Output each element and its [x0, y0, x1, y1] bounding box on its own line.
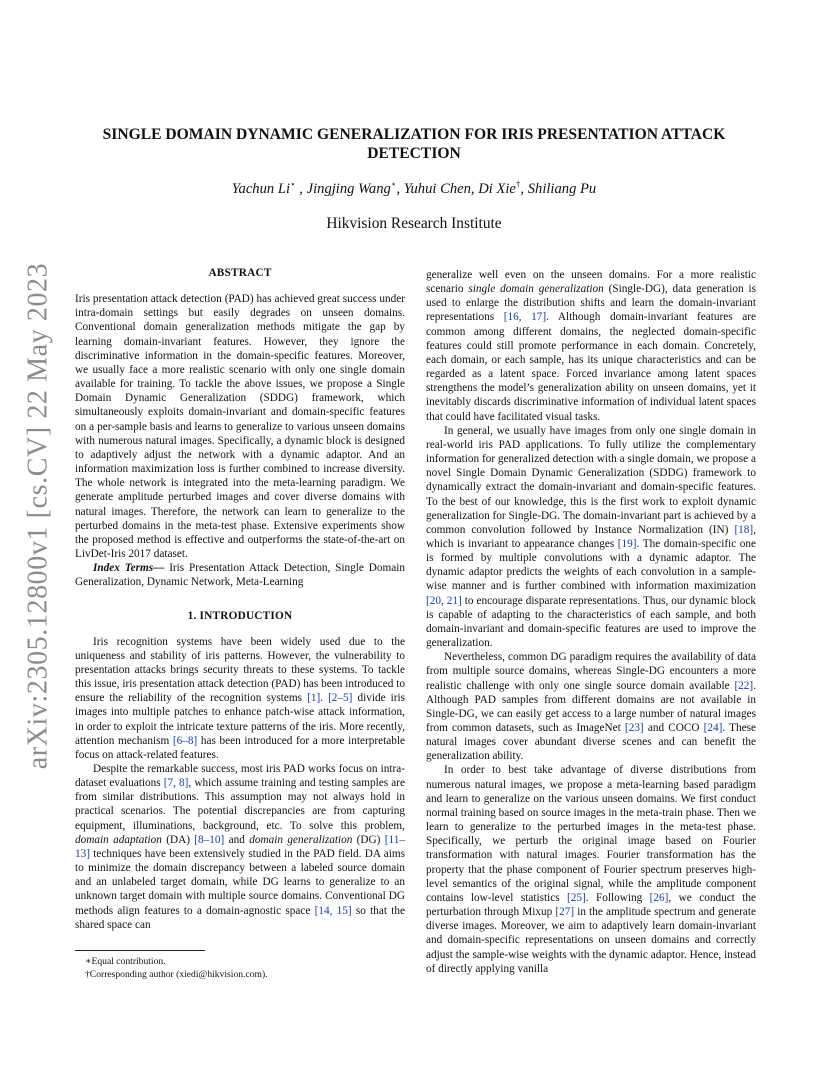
citation-link[interactable]: [26]	[649, 891, 669, 904]
emphasis-text: domain adaptation	[75, 833, 162, 846]
citation-link[interactable]: [18]	[734, 523, 754, 536]
text-run: techniques have been extensively studied in the PAD field. DA aims to minimize the domain discrepancy between a labeled source domain and an unlabeled target domain, while DG learns to generalize to an unknown target domain with multiple source domains. Conventional DG methods align features to a domain-agnostic space	[75, 847, 405, 917]
introduction-left-body	[75, 635, 405, 932]
affiliation: Hikvision Research Institute	[326, 215, 502, 232]
text-run: has been introduced for a more interpretable focus on attack-related features.	[75, 734, 405, 761]
author-mark: ⋆	[290, 179, 296, 189]
text-run: generalize well even on the unseen domains. For a more realistic scenario	[426, 269, 756, 296]
text-run: so that the shared space can	[75, 904, 405, 931]
abstract-text: Iris presentation attack detection (PAD) has achieved great success under intra-domain settings but easily degrades on unseen domains. Conventional domain generalization methods mitigate the gap by learning domain-invariant features. However, they ignore the discriminative information in the domain-specific features. Moreover, we usually face a more realistic scenario with only one single domain available for training. To tackle the above issues, we propose a Single Domain Dynamic Generalization (SDDG) framework, which simultaneously exploits domain-invariant and domain-specific features on a per-sample basis and learns to generalize to various unseen domains with numerous natural images. Specifically, a dynamic block is designed to adaptively adjust the network with a dynamic adaptor. And an information maximization loss is further combined to increase diversity. The whole network is integrated into the meta-learning paradigm. We generate amplitude perturbed images and cover diverse domains with natural images. Therefore, the network can learn to generalize to the perturbed domains in the meta-test phase. Extensive experiments show the proposed method is effective and outperforms the state-of-the-art on LivDet-Iris 2017 dataset.	[75, 293, 405, 560]
text-run: . The domain-specific one is formed by multiple convolutions with a dynamic adaptor. The dynamic adaptor predicts the weights of each convolution in a sample-wise manner and is further combined with information maximization	[426, 537, 756, 593]
text-run: , which assume training and testing samples are from similar distributions. This assumption may not always hold in practical scenarios. The potential discrepancies are from capturing equipment, illuminations, background, etc. To solve this problem,	[75, 777, 405, 832]
arxiv-side-stamp	[18, 262, 58, 770]
index-terms	[75, 561, 405, 589]
text-run: to encourage disparate representations. Thus, our dynamic block is capable of adapting to the characteristics of each sample, and both domain-invariant and domain-specific features are used to improve the generalization.	[426, 594, 756, 650]
text-run: . These natural images cover abundant diverse scenes and can benefit the generalization ability.	[426, 722, 756, 763]
text-run: (DA)	[161, 833, 195, 846]
text-run: .	[320, 692, 329, 705]
citation-link[interactable]: [23]	[624, 722, 644, 734]
text-run: (DG)	[352, 833, 385, 846]
citation-link[interactable]: [20, 21]	[426, 594, 462, 607]
text-run: Despite the remarkable success, most iris PAD works focus on intra-dataset evaluations	[75, 763, 405, 790]
citation-link[interactable]: [16, 17]	[503, 311, 547, 324]
text-run: divide iris images into multiple patches to enhance patch-wise attack information, in order to exploit the intricate texture patterns of the iris. More recently, attention mechanism	[75, 692, 406, 747]
footnote-corresponding-author: †Corresponding author (xiedi@hikvision.com).	[85, 969, 268, 980]
text-run: In order to best take advantage of diverse distributions from numerous natural images, we propose a meta-learning based paradigm and learn to generalize on the various unseen domains. We first conduct normal training based on source images in the meta-train phase. Then we learn to generalize to the perturbed images in the meta-test phase. Specifically, we perturb the original image based on Fourier transformation with natural images. Fourier transformation has the property that the phase component of Fourier spectrum preserves high-level semantics of the original signal, while the amplitude component contains low-level statistics	[426, 764, 756, 904]
citation-link[interactable]: [25]	[567, 891, 586, 904]
citation-link[interactable]: [22]	[734, 679, 754, 692]
author-name: Yuhui Chen	[403, 180, 471, 197]
text-run: , which is invariant to appearance changes	[426, 523, 756, 550]
author-mark: ⋆	[390, 179, 397, 189]
citation-link[interactable]: [24]	[703, 722, 723, 734]
footnote-rule	[75, 950, 205, 951]
citation-link[interactable]: [14, 15]	[314, 904, 352, 917]
emphasis-text: domain generalization	[249, 833, 353, 846]
intro-paragraph	[75, 762, 405, 932]
emphasis-text: single domain generalization	[468, 283, 604, 296]
author-name: Jingjing Wang	[306, 180, 391, 197]
text-run: (Single-DG), data generation is used to enlarge the distribution shifts and learn the domain-invariant representations	[426, 283, 756, 324]
right-column	[426, 268, 756, 976]
text-run: and	[224, 833, 250, 846]
author-name: Di Xie	[478, 180, 516, 197]
citation-link[interactable]: [19]	[617, 537, 637, 550]
abstract-heading: ABSTRACT	[208, 267, 272, 279]
text-run: , we conduct the perturbation through Mixup	[426, 891, 756, 919]
intro-paragraph	[426, 424, 756, 651]
citation-link[interactable]: [1]	[307, 692, 321, 705]
intro-paragraph	[75, 635, 405, 762]
left-column	[75, 266, 405, 932]
text-run: Nevertheless, common DG paradigm requires the availability of data from multiple source domains, whereas Single-DG encounters a more realistic challenge with only one single source domain available	[426, 651, 756, 692]
intro-paragraph	[426, 650, 756, 763]
footnotes	[75, 950, 405, 981]
introduction-right-body	[426, 268, 756, 976]
author-mark: †	[515, 179, 521, 189]
footnote-equal-contribution: ∗Equal contribution.	[85, 956, 166, 967]
citation-link[interactable]: [8–10]	[194, 833, 225, 846]
author-name: Yachun Li	[231, 180, 291, 197]
text-run: . Following	[585, 891, 650, 904]
text-run: . Although PAD samples from different domains are not available in Single-DG, we can easily get access to a large number of natural images from common datasets, such as ImageNet	[426, 679, 756, 734]
text-run: In general, we usually have images from only one single domain in real-world iris PAD applications. To fully utilize the complementary information for generalized detection with a single domain, we propose a novel Single Domain Dynamic Generalization (SDDG) framework to dynamically extract the domain-invariant and domain-specific features. To the best of our knowledge, this is the first work to exploit dynamic generalization for Single-DG. The domain-invariant part is achieved by a common convolution followed by Instance Normalization (IN)	[426, 424, 756, 536]
index-terms-text: Iris Presentation Attack Detection, Single Domain Generalization, Dynamic Network, Meta-Learning	[75, 562, 405, 589]
intro-paragraph	[426, 268, 756, 424]
arxiv-identifier: arXiv:2305.12800v1 [cs.CV] 22 May 2023	[22, 262, 53, 770]
text-run: Iris recognition systems have been widely used due to the uniqueness and stability of iris patterns. However, the vulnerability to presentation attacks brings security threats to these systems. To tackle this issue, iris presentation attack detection (PAD) has been introduced to ensure the reliability of the recognition systems	[75, 635, 405, 705]
citation-link[interactable]: [7, 8]	[163, 777, 189, 790]
author-list: Yachun Li⋆ , Jingjing Wang⋆, Yuhui Chen, Di Xie†, Shiliang Pu	[231, 179, 597, 197]
citation-link[interactable]: [2–5]	[328, 692, 353, 705]
text-run: in the amplitude spectrum and generate diverse images. Moreover, we aim to adaptively learn domain-invariant and domain-specific representations on unseen domains and correctly adjust the sample-wise weights with the dynamic adaptor. Hence, instead of directly applying vanilla	[426, 906, 757, 975]
text-run: . Although domain-invariant features are common among different domains, the neglected domain-specific features could still promote performance in each domain. Concretely, each domain, or each sample, has its unique characteristics and can be regarded as a latent space. Forced invariance among latent spaces strengthens the model’s generalization ability on unseen domains, yet it inevitably discards discriminative information of individual latent spaces that could have facilitated visual tasks.	[426, 311, 756, 423]
index-terms-label: Index Terms—	[93, 562, 165, 575]
citation-link[interactable]: [11–13]	[75, 833, 405, 860]
intro-paragraph	[426, 763, 756, 975]
paper-title: SINGLE DOMAIN DYNAMIC GENERALIZATION FOR IRIS PRESENTATION ATTACK DETECTION	[102, 126, 726, 162]
author-name: Shiliang Pu	[527, 180, 597, 197]
citation-link[interactable]: [27]	[555, 906, 575, 919]
citation-link[interactable]: [6–8]	[172, 734, 198, 747]
text-run: and COCO	[643, 722, 704, 734]
introduction-heading: 1. INTRODUCTION	[187, 610, 293, 623]
